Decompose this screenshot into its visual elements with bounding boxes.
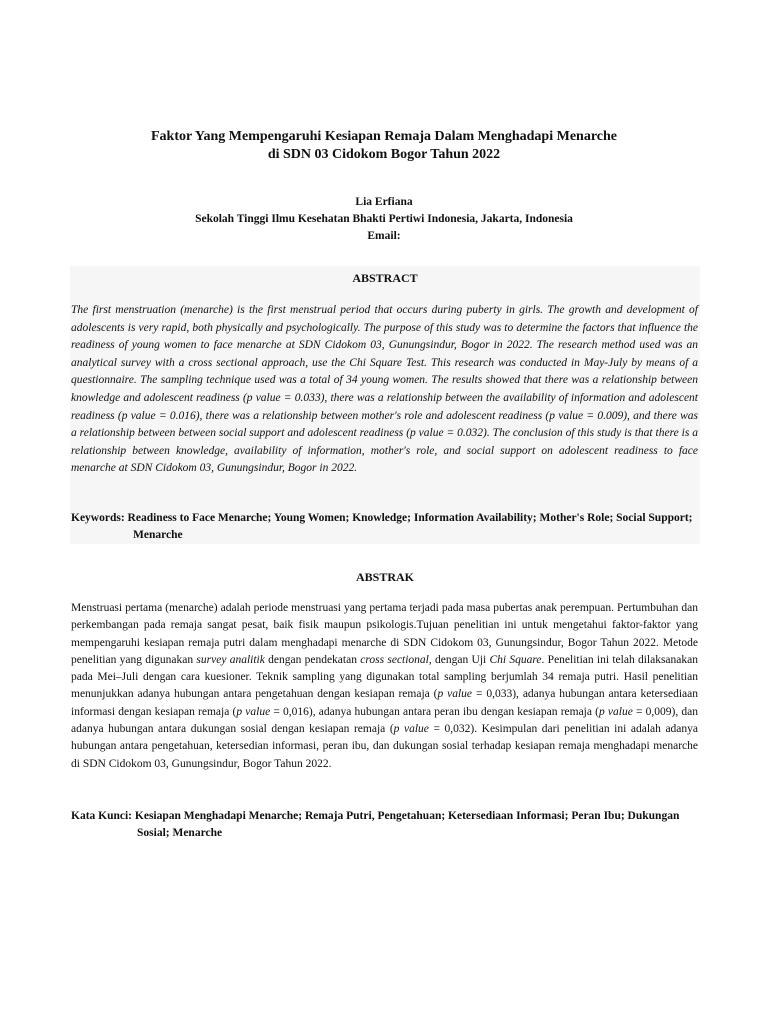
abstrak-text: = 0,016), adanya hubungan antara peran ibu dengan kesiapan remaja ( — [270, 705, 599, 718]
keywords-label: Keywords: — [71, 512, 125, 524]
abstrak-body — [71, 600, 698, 773]
abstrak-italic-term: p value — [393, 723, 429, 736]
abstrak-italic-term: p value — [236, 705, 271, 718]
keywords-text: Readiness to Face Menarche; Young Women; Knowledge; Information Availability; Mother's Role; Social Support; Menarche — [127, 512, 693, 541]
abstract-keywords — [71, 510, 698, 544]
kata-kunci-text: Kesiapan Menghadapi Menarche; Remaja Putri, Pengetahuan; Ketersediaan Informasi; Peran Ibu; Dukungan Sosial; Menarche — [134, 810, 680, 839]
abstrak-text: = 0,033), adanya hubungan antara ketersediaan informasi dengan kesiapan remaja ( — [71, 688, 698, 718]
kata-kunci-label: Kata Kunci: — [71, 810, 133, 822]
abstrak-text: = 0,032). Kesimpulan dari penelitian ini adalah adanya hubungan antara pengetahuan, ketersedian informasi, peran ibu, dan dukungan sosial terhadap kesiapan remaja menghadapi menarche di SDN Cidokom 03, Gunungsindur, Bogor Tahun 2022. — [71, 723, 699, 770]
title-line-2: di SDN 03 Cidokom Bogor Tahun 2022 — [267, 147, 501, 162]
abstract-heading: ABSTRACT — [352, 271, 418, 285]
abstrak-text: dengan pendekatan — [264, 653, 361, 666]
abstrak-text: Menstruasi pertama (menarche) adalah periode menstruasi yang pertama terjadi pada masa pubertas anak perempuan. Pertumbuhan dan perkembangan pada remaja sangat pesat, baik fisik maupun psikologis.Tujuan penelitian ini untuk mengetahui faktor-faktor yang mempengaruhi kesiapan remaja putri dalam menghadapi menarche di SDN Cidokom 03, Gunungsindur, Bogor Tahun 2022. Metode penelitian yang digunakan — [71, 602, 698, 666]
author-name: Lia Erfiana — [355, 196, 413, 208]
title-line-1: Faktor Yang Mempengaruhi Kesiapan Remaja Dalam Menghadapi Menarche — [150, 129, 617, 144]
author-affiliation: Sekolah Tinggi Ilmu Kesehatan Bhakti Pertiwi Indonesia, Jakarta, Indonesia — [195, 213, 573, 225]
abstrak-italic-term: survey analitik — [196, 653, 265, 666]
abstrak-heading: ABSTRAK — [355, 570, 414, 584]
abstrak-text: , dengan Uji — [428, 653, 490, 666]
abstrak-italic-term: p value — [598, 705, 633, 718]
abstrak-italic-term: cross sectional — [360, 653, 429, 666]
author-email-label: Email: — [367, 230, 401, 242]
paper-title — [60, 128, 708, 164]
abstrak-italic-term: p value — [437, 688, 473, 701]
abstrak-keywords — [71, 808, 698, 842]
abstrak-text: = 0,009), dan adanya hubungan antara dukungan sosial dengan kesiapan remaja ( — [71, 705, 699, 736]
author-block — [60, 194, 708, 245]
abstrak-italic-term: Chi Square — [489, 653, 542, 666]
abstrak-text: . Penelitian ini telah dilaksanakan pada Mei–Juli dengan cara kuesioner. Teknik sampling yang digunakan total sampling berjumlah 34 remaja putri. Hasil penelitian menunjukkan adanya hubungan antara pengetahuan dengan kesiapan remaja ( — [71, 653, 698, 701]
abstract-body: The first menstruation (menarche) is the first menstrual period that occurs during puberty in girls. The growth and development of adolescents is very rapid, both physically and psychologically. The purpose of this study was to determine the factors that influence the readiness of young women to face menarche at SDN Cidokom 03, Gunungsindur, Bogor in 2022. The research method used was an analytical survey with a cross sectional approach, use the Chi Square Test. This research was conducted in May-July by means of a questionnaire. The sampling technique used was a total of 34 young women. The results showed that there was a relationship between knowledge and adolescent readiness (p value = 0.033), there was a relationship between the availability of information and adolescent readiness (p value = 0.016), there was a relationship between mother's role and adolescent readiness (p value = 0.009), and there was a relationship between between social support and adolescent readiness (p value = 0.032). The conclusion of this study is that there is a relationship between knowledge, availability of information, mother's role, and social support on adolescent readiness to face menarche at SDN Cidokom 03, Gunungsindur, Bogor in 2022. — [71, 304, 698, 475]
